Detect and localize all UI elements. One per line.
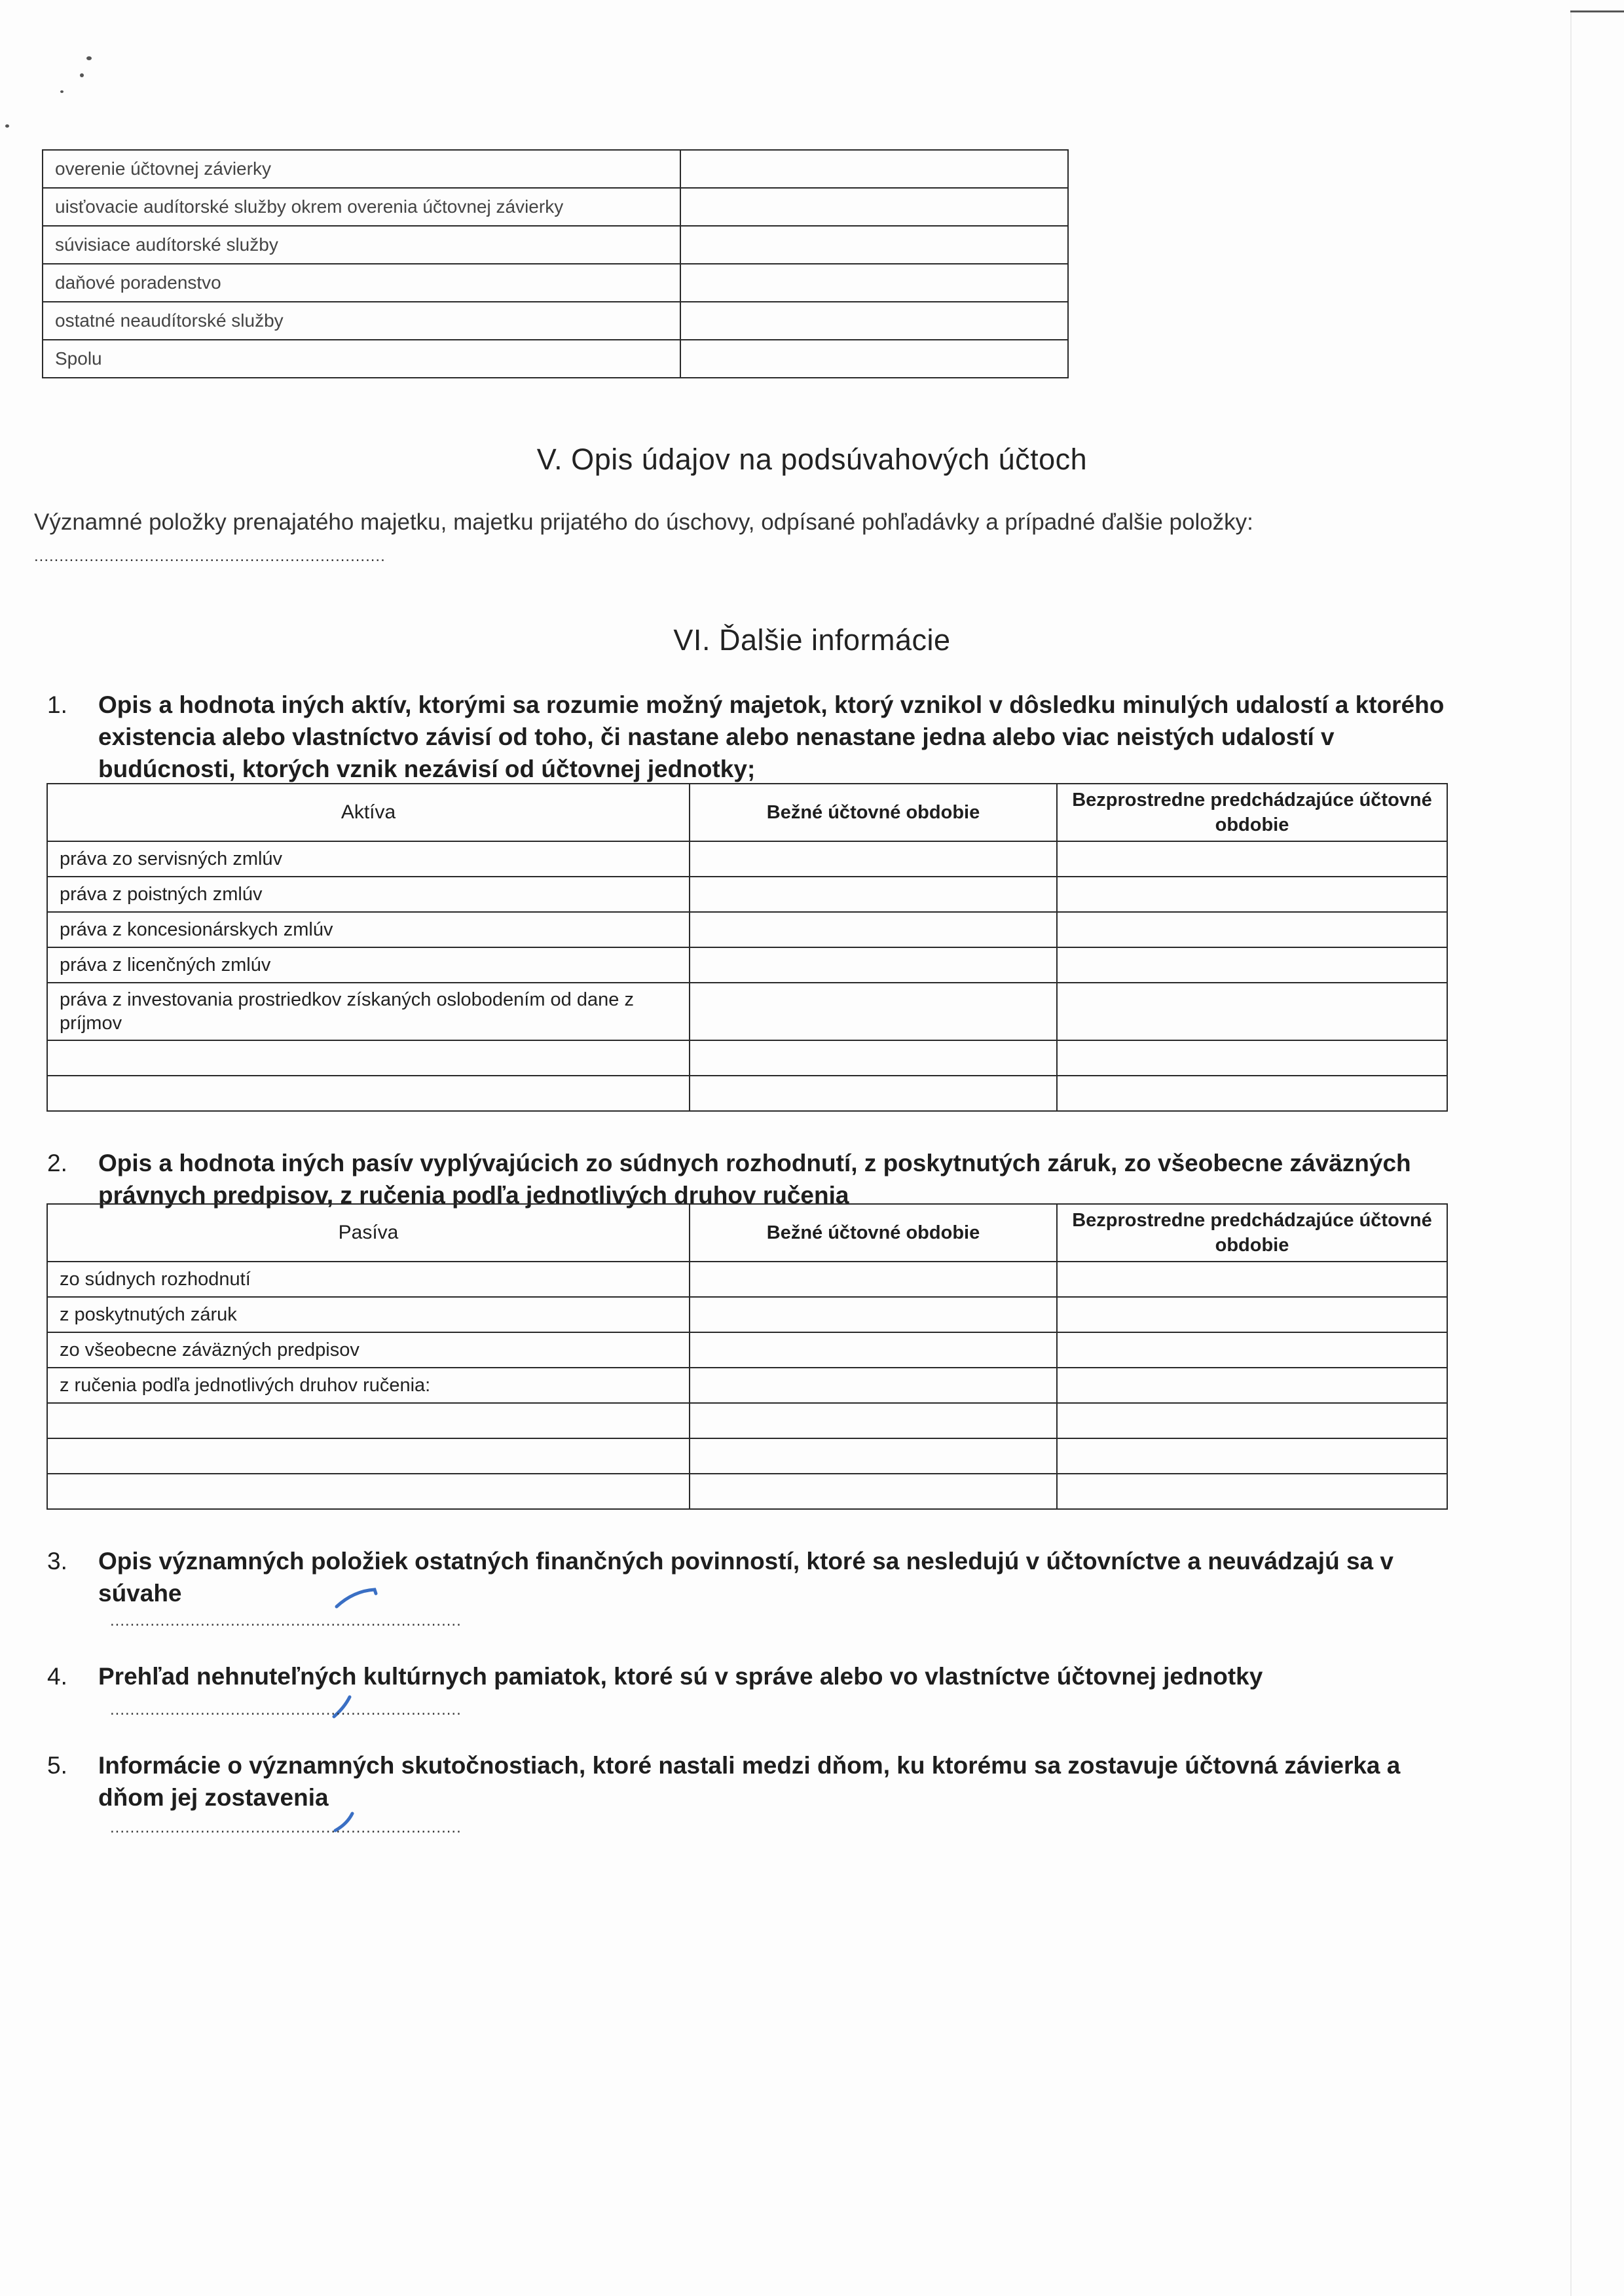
fee-value-cell[interactable] [680,264,1068,302]
current-period-cell[interactable] [690,877,1057,912]
current-period-cell[interactable] [690,1368,1057,1403]
current-period-cell[interactable] [690,1332,1057,1368]
previous-period-cell[interactable] [1057,1438,1447,1474]
audit-fees-table [42,149,1069,378]
table-row [47,912,1447,947]
column-header: Pasíva [47,1204,690,1262]
previous-period-cell[interactable] [1057,912,1447,947]
fee-value-cell[interactable] [680,302,1068,340]
column-header: Bezprostredne predchádzajúce účtovné obdobie [1057,784,1447,841]
fee-label: ostatné neaudítorské služby [43,302,680,340]
item-text: Opis a hodnota iných aktív, ktorými sa rozumie možný majetok, ktorý vznikol v dôsledku minulých udalostí a ktorého existencia alebo vlastníctvo závisí od toho, či nastane alebo nenastane jedna alebo viac neistých udalostí v budúcnosti, ktorých vznik nezávisí od účtovnej jednotky; [98,691,1445,782]
fee-label: súvisiace audítorské služby [43,226,680,264]
fee-value-cell[interactable] [680,226,1068,264]
fee-label: uisťovacie audítorské služby okrem overenia účtovnej závierky [43,188,680,226]
item-2 [47,1147,1455,1211]
table-row-empty [47,1040,1447,1076]
section-v-answer-line[interactable]: ...................................................................... [34,547,386,565]
asset-label-cell[interactable] [47,1076,690,1111]
item-text: Opis a hodnota iných pasív vyplývajúcich zo súdnych rozhodnutí, z poskytnutých záruk, zo všeobecne záväzných právnych predpisov, z ručenia podľa jednotlivých druhov ručenia [98,1150,1411,1209]
scan-page-edge [1570,10,1572,2296]
fee-value-cell[interactable] [680,150,1068,188]
table-row-empty [47,1438,1447,1474]
table-row-total [43,340,1068,378]
current-period-cell[interactable] [690,841,1057,877]
table-row-empty [47,1076,1447,1111]
other-assets-table [46,783,1448,1112]
table-row [47,1368,1447,1403]
liability-label: zo všeobecne záväzných predpisov [47,1332,690,1368]
previous-period-cell[interactable] [1057,1297,1447,1332]
scan-speck [60,90,64,93]
table-row [43,188,1068,226]
current-period-cell[interactable] [690,1262,1057,1297]
scan-speck [86,56,92,60]
asset-label-cell[interactable] [47,1040,690,1076]
fee-total-label: Spolu [43,340,680,378]
asset-label: práva z licenčných zmlúv [47,947,690,983]
item-number: 2. [47,1150,67,1176]
item-4-answer-line[interactable]: ...................................................................... [110,1701,462,1719]
liability-label: zo súdnych rozhodnutí [47,1262,690,1297]
item-4 [47,1660,1455,1692]
table-row [47,1332,1447,1368]
fee-value-cell[interactable] [680,188,1068,226]
item-3-answer-line[interactable]: ...................................................................... [110,1612,462,1630]
table-row [47,947,1447,983]
fee-total-value-cell[interactable] [680,340,1068,378]
item-number: 5. [47,1752,67,1779]
item-5-answer-line[interactable]: ...................................................................... [110,1819,462,1836]
table-row [43,302,1068,340]
item-1 [47,689,1455,785]
liability-label-cell[interactable] [47,1438,690,1474]
table-row [43,264,1068,302]
scan-speck [5,124,9,128]
previous-period-cell[interactable] [1057,1262,1447,1297]
section-vi-title: VI. Ďalšie informácie [673,623,951,657]
item-text: Opis významných položiek ostatných finančných povinností, ktoré sa nesledujú v účtovníctve a neuvádzajú sa v súvahe [98,1548,1393,1607]
other-liabilities-table [46,1203,1448,1510]
table-row [43,150,1068,188]
previous-period-cell[interactable] [1057,1474,1447,1509]
asset-label: práva z investovania prostriedkov získaných oslobodením od dane z príjmov [47,983,690,1040]
item-text: Informácie o významných skutočnostiach, ktoré nastali medzi dňom, ku ktorému sa zostavuje účtovná závierka a dňom jej zostavenia [98,1752,1401,1811]
current-period-cell[interactable] [690,1438,1057,1474]
table-row-empty [47,1403,1447,1438]
current-period-cell[interactable] [690,983,1057,1040]
section-v-title: V. Opis údajov na podsúvahových účtoch [536,443,1088,476]
liability-label: z ručenia podľa jednotlivých druhov ručenia: [47,1368,690,1403]
fee-label: daňové poradenstvo [43,264,680,302]
current-period-cell[interactable] [690,1474,1057,1509]
table-row [47,1297,1447,1332]
item-3 [47,1545,1455,1609]
item-number: 1. [47,691,67,718]
scan-page-edge-top [1570,10,1624,12]
table-row-empty [47,1474,1447,1509]
current-period-cell[interactable] [690,1297,1057,1332]
previous-period-cell[interactable] [1057,983,1447,1040]
liability-label-cell[interactable] [47,1474,690,1509]
table-row [47,841,1447,877]
table-row [47,983,1447,1040]
liability-label: z poskytnutých záruk [47,1297,690,1332]
previous-period-cell[interactable] [1057,1076,1447,1111]
current-period-cell[interactable] [690,947,1057,983]
table-header-row [47,784,1447,841]
current-period-cell[interactable] [690,1076,1057,1111]
previous-period-cell[interactable] [1057,1040,1447,1076]
previous-period-cell[interactable] [1057,877,1447,912]
column-header: Bežné účtovné obdobie [690,1204,1057,1262]
table-row [47,877,1447,912]
asset-label: práva z poistných zmlúv [47,877,690,912]
section-v-description: Významné položky prenajatého majetku, majetku prijatého do úschovy, odpísané pohľadávky a prípadné ďalšie položky: [34,509,1253,535]
column-header: Bezprostredne predchádzajúce účtovné obdobie [1057,1204,1447,1262]
previous-period-cell[interactable] [1057,1368,1447,1403]
asset-label: práva zo servisných zmlúv [47,841,690,877]
item-text: Prehľad nehnuteľných kultúrnych pamiatok, ktoré sú v správe alebo vo vlastníctve účtovnej jednotky [98,1663,1263,1690]
column-header: Aktíva [47,784,690,841]
current-period-cell[interactable] [690,912,1057,947]
table-row [43,226,1068,264]
item-number: 3. [47,1548,67,1575]
previous-period-cell[interactable] [1057,947,1447,983]
current-period-cell[interactable] [690,1040,1057,1076]
scan-speck [80,73,84,77]
table-row [47,1262,1447,1297]
table-header-row [47,1204,1447,1262]
item-5 [47,1749,1455,1813]
fee-label: overenie účtovnej závierky [43,150,680,188]
previous-period-cell[interactable] [1057,1332,1447,1368]
previous-period-cell[interactable] [1057,841,1447,877]
column-header: Bežné účtovné obdobie [690,784,1057,841]
item-number: 4. [47,1663,67,1690]
liability-label-cell[interactable] [47,1403,690,1438]
blue-checkmark-icon [334,1584,380,1611]
asset-label: práva z koncesionárskych zmlúv [47,912,690,947]
current-period-cell[interactable] [690,1403,1057,1438]
previous-period-cell[interactable] [1057,1403,1447,1438]
